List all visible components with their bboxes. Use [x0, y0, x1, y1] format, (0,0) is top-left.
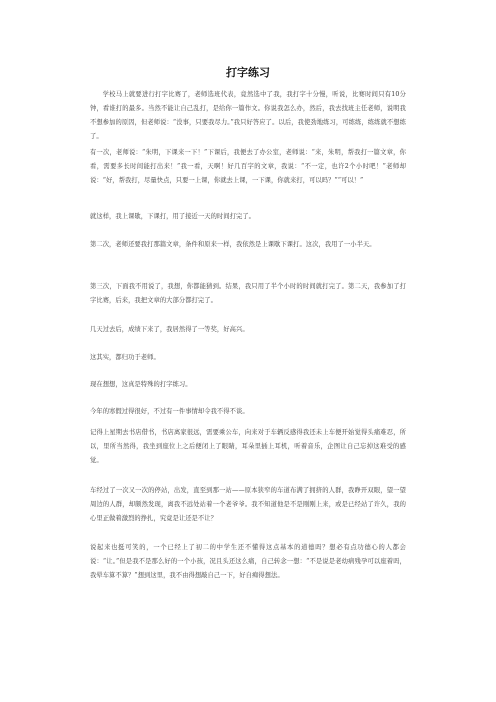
paragraph-6: 几天过去后，成绩下来了，我居然得了一等奖，好高兴。: [90, 326, 249, 333]
paragraph-7: 这其实，都归功于老师。: [90, 354, 160, 361]
paragraph-10: 记得上星期去书店借书，书店离家很远，需要乘公车，向来对于车辆反感得我还未上车便开始觉得头痛难忍，所以，里所当然得，我坐到座位上之后便闭上了眼睛，耳朵里插上耳机，听着音乐，企图让自己忘掉这难受的感觉。: [90, 429, 406, 464]
paragraph-2: 有一次，老师说：“朱明，下课来一下！”下课后，我便去了办公室，老师说：“来，朱明，帮我打一篇文章，你看，需要多长时间能打出来！”我一看，天啊！好几百字的文章，我说：“不一定，也许2个小时吧！”老师却说：“好，帮我打，尽量快点，只要一上课，你就去上课，一下课，你就来打，可以吗？”“可以！”: [90, 149, 406, 184]
paragraph-4: 第二次，老师还要我打那篇文章，条件和原来一样，我依然是上课歇下课打。这次，我用了一小半天。: [90, 241, 376, 248]
paragraph-11: 车经过了一次又一次的停站，出发，直至到那一站——原本狭窄的车道布满了拥挤的人群，我睁开双眼，望一望周边的人群，却颇然发现，离我不远处站着一个老爷爷。我不知道他是不是刚刚上来，或是已经站了许久，我的心里正做着激烈的挣扎，究竟是让还是不让？: [90, 487, 406, 522]
paragraph-1: 学校马上就要进行打字比赛了，老师选班代表，竟然选中了我，我打字十分慢，听说，比赛时间只有10分钟，看谁打的最多。当然不能让自己乱打，是给你一篇作文。你说我怎么办，然后，我去找班主任老师，说明我不想参加的原因，但老师说：“没事，只要我尽力。”我只好答应了。以后，我使劲地练习，可练练，练练就不想练了。: [90, 91, 406, 140]
paragraph-8: 现在想想，这真是特殊的打字练习。: [90, 381, 192, 388]
paragraph-12: 说起来也挺可笑的，一个已经上了初二的中学生还不懂得这点基本的道德吗？想必有点功德心的人都会说：“让。”但是我不是那么好的一个小孩，况且头还这么痛，自己转念一想：“不是说是老幼病残孕可以座着吗，我晕车算不算？”想到这里，我不由得想敲自己一下，好自痴得想法。: [90, 544, 406, 579]
paragraph-5: 第三次，下面我不用说了，我想，你都能猜到。结果，我只用了半个小时的时间就打完了。第二天，我参加了打字比赛，后来，我把文章的大部分都打完了。: [90, 283, 406, 304]
document-title: 打字练习: [226, 66, 270, 79]
paragraph-3: 就这样，我上课歇，下课打，用了接近一天的时间打完了。: [90, 213, 256, 220]
paragraph-9: 今年的寒假过得很好，不过有一件事情却令我不得不谈。: [90, 408, 249, 415]
